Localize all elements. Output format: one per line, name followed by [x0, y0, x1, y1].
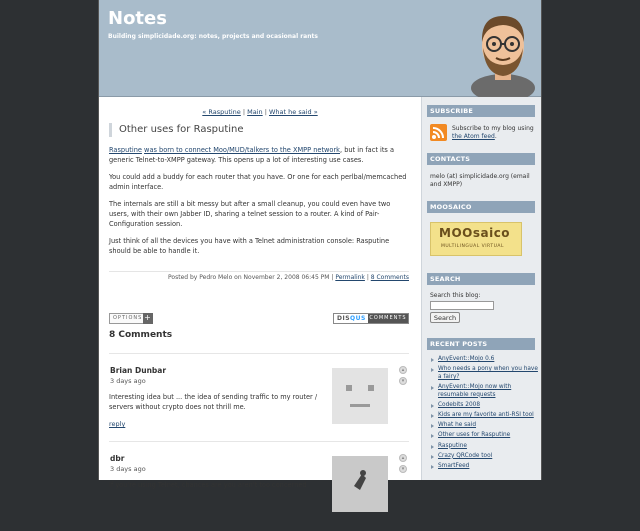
site-header	[99, 0, 541, 97]
main-content	[99, 97, 421, 489]
comment-item	[109, 441, 409, 531]
comments-count: 8 Comments	[109, 330, 173, 340]
comment-text: Interesting idea but ... the idea of sending traffic to my router / servers without crypto does not thrill me.	[109, 393, 318, 411]
comment-avatar	[332, 368, 388, 424]
recent-posts-list	[430, 356, 538, 473]
post-body	[109, 145, 409, 263]
disqus-logo	[337, 314, 366, 323]
comment-author[interactable]: dbr	[110, 454, 125, 463]
moosaico-subtitle: MULTILINGUAL VIRTUAL	[441, 244, 504, 249]
search-button[interactable]: Search	[430, 312, 460, 323]
recent-post-item[interactable]: Kids are my favorite anti-RSI tool	[430, 412, 538, 420]
options-label: OPTIONS	[113, 315, 143, 321]
subscribe-label: Subscribe to my blog using	[452, 125, 534, 132]
comment-time: 3 days ago	[110, 377, 146, 385]
disqus-logo-part: QUS	[350, 315, 366, 322]
recent-post-item[interactable]: Who needs a pony when you have a fairy?	[430, 366, 538, 381]
vote-up-icon[interactable]: ▴	[399, 366, 407, 374]
sidebar	[421, 97, 541, 480]
recent-post-item[interactable]: AnyEvent::Mojo now with resumable requests	[430, 384, 538, 399]
recent-post-item[interactable]: SmartFeed	[430, 463, 538, 471]
comment-item	[109, 353, 409, 441]
recent-post-item[interactable]: AnyEvent::Mojo 0.6	[430, 356, 538, 364]
nav-prev-link[interactable]: « Rasputine	[202, 108, 241, 116]
post-footer	[109, 271, 409, 281]
recent-post-item[interactable]: What he said	[430, 422, 538, 430]
site-title[interactable]: Notes	[108, 8, 167, 29]
author-avatar	[469, 8, 537, 90]
vote-down-icon[interactable]: ▾	[399, 377, 407, 385]
disqus-comments-label: COMMENTS	[369, 315, 407, 321]
post-title: Other uses for Rasputine	[109, 123, 409, 137]
contacts-text: melo (at) simplicidade.org (email and XMPP)	[430, 173, 530, 188]
search-heading: SEARCH	[427, 273, 535, 285]
vote-down-icon[interactable]: ▾	[399, 465, 407, 473]
comment-avatar	[332, 456, 388, 512]
recent-post-item[interactable]: Codebits 2008	[430, 402, 538, 410]
recent-post-item[interactable]: Crazy QRCode tool	[430, 453, 538, 461]
vote-up-icon[interactable]: ▴	[399, 454, 407, 462]
rss-feed-icon[interactable]	[430, 124, 447, 141]
footer-separator: |	[364, 274, 371, 281]
disqus-logo-part: DIS	[337, 315, 351, 322]
post-paragraph: You could add a buddy for each router that you have. Or one for each perlbal/memcached admin interface.	[109, 173, 407, 191]
recent-post-item[interactable]: Rasputine	[430, 443, 538, 451]
moosaico-logo: MOOsaico	[439, 226, 511, 240]
post-text: , but in fact its a generic Telnet-to-XMPP gateway. This opens up a lot of interesting use cases.	[109, 146, 395, 164]
xmpp-link[interactable]: was born to connect Moo/MUD/talkers to the XMPP network	[144, 146, 340, 154]
reply-link[interactable]: reply	[109, 420, 126, 428]
post-paragraph: Just think of all the devices you have with a Telnet administration console: Rasputine should be able to handle it.	[109, 237, 390, 255]
nav-next-link[interactable]: What he said »	[269, 108, 318, 116]
moosaico-heading: MOOSAICO	[427, 201, 535, 213]
moosaico-banner[interactable]	[430, 222, 522, 256]
recent-posts-heading: RECENT POSTS	[427, 338, 535, 350]
permalink-link[interactable]: Permalink	[335, 274, 365, 281]
search-input[interactable]	[430, 301, 494, 310]
post-navigation	[99, 108, 421, 116]
nav-main-link[interactable]: Main	[247, 108, 263, 116]
rasputine-link[interactable]: Rasputine	[109, 146, 142, 154]
plus-icon: +	[144, 313, 152, 322]
comment-author[interactable]: Brian Dunbar	[110, 366, 167, 375]
comment-text: If you're using Telnet, chances are you aren't too concerned	[109, 481, 307, 489]
recent-post-item[interactable]: Other uses for Rasputine	[430, 432, 538, 440]
rss-icon	[430, 124, 447, 141]
subscribe-text	[452, 125, 534, 141]
subscribe-heading: SUBSCRIBE	[427, 105, 535, 117]
comment-time: 3 days ago	[110, 465, 146, 473]
post-paragraph: The internals are still a bit messy but after a small cleanup, you could even have two users, with their own Jabber ID, sharing a telnet session to a router. A kind of Pair-Configuration session.	[109, 200, 391, 228]
site-tagline: Building simplicidade.org: notes, projects and ocasional rants	[108, 33, 318, 40]
disqus-comments-button[interactable]	[333, 313, 409, 324]
options-button[interactable]	[109, 313, 153, 324]
subscribe-end: .	[494, 133, 497, 140]
atom-feed-link[interactable]: the Atom feed	[452, 133, 495, 140]
search-label: Search this blog:	[430, 292, 481, 299]
post-paragraph	[109, 145, 409, 165]
nav-separator: |	[262, 108, 269, 116]
contacts-heading: CONTACTS	[427, 153, 535, 165]
page	[98, 0, 542, 489]
posted-by: Posted by Pedro Melo on November 2, 2008 06:45 PM |	[168, 274, 336, 281]
comments-link[interactable]: 8 Comments	[370, 274, 409, 281]
nav-separator: |	[240, 108, 248, 116]
